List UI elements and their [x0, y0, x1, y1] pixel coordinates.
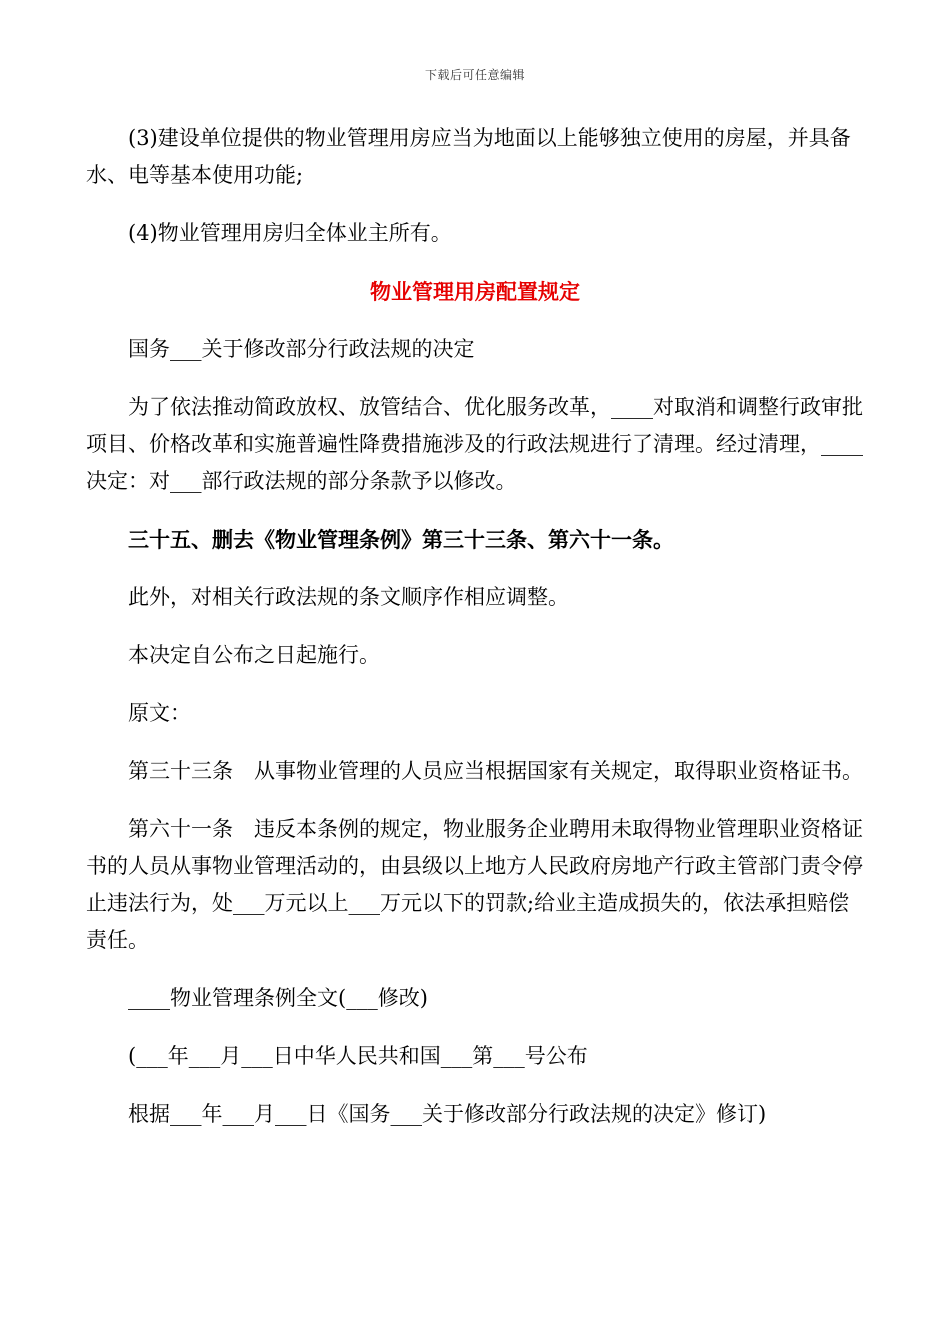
paragraph-regulation-fulltext: ____物业管理条例全文(___修改)	[128, 986, 428, 1010]
paragraph-article-61: 第六十一条 违反本条例的规定，物业服务企业聘用未取得物业管理职业资格证书的人员从事物业管理活动的，由县级以上地方人民政府房地产行政主管部门责令停止违法行为，处___万元以上___万元以下的罚款;给业主造成损失的，依法承担赔偿责任。	[86, 817, 863, 952]
paragraph-adjustment: 此外，对相关行政法规的条文顺序作相应调整。	[128, 585, 569, 609]
paragraph-revision: 根据___年___月___日《国务___关于修改部分行政法规的决定》修订)	[128, 1102, 767, 1126]
document-body	[86, 120, 864, 1154]
paragraph-decision-intro: 为了依法推动简政放权、放管结合、优化服务改革，____对取消和调整行政审批项目、价格改革和实施普遍性降费措施涉及的行政法规进行了清理。经过清理，____决定：对___部行政法规的部分条款予以修改。	[86, 395, 863, 493]
paragraph-item-4: (4)物业管理用房归全体业主所有。	[128, 221, 452, 245]
paragraph-article-33: 第三十三条 从事物业管理的人员应当根据国家有关规定，取得职业资格证书。	[128, 759, 863, 783]
paragraph-original-label: 原文：	[128, 701, 191, 725]
page-header-note: 下载后可任意编辑	[424, 68, 525, 82]
paragraph-decision-title: 国务___关于修改部分行政法规的决定	[128, 337, 475, 361]
section-title: 物业管理用房配置规定	[370, 279, 580, 304]
paragraph-item-3: (3)建设单位提供的物业管理用房应当为地面以上能够独立使用的房屋，并具备水、电等基本使用功能;	[86, 126, 851, 187]
paragraph-article-35: 三十五、删去《物业管理条例》第三十三条、第六十一条。	[128, 527, 674, 552]
paragraph-effective: 本决定自公布之日起施行。	[128, 643, 380, 667]
paragraph-promulgation: (___年___月___日中华人民共和国___第___号公布	[128, 1044, 588, 1068]
